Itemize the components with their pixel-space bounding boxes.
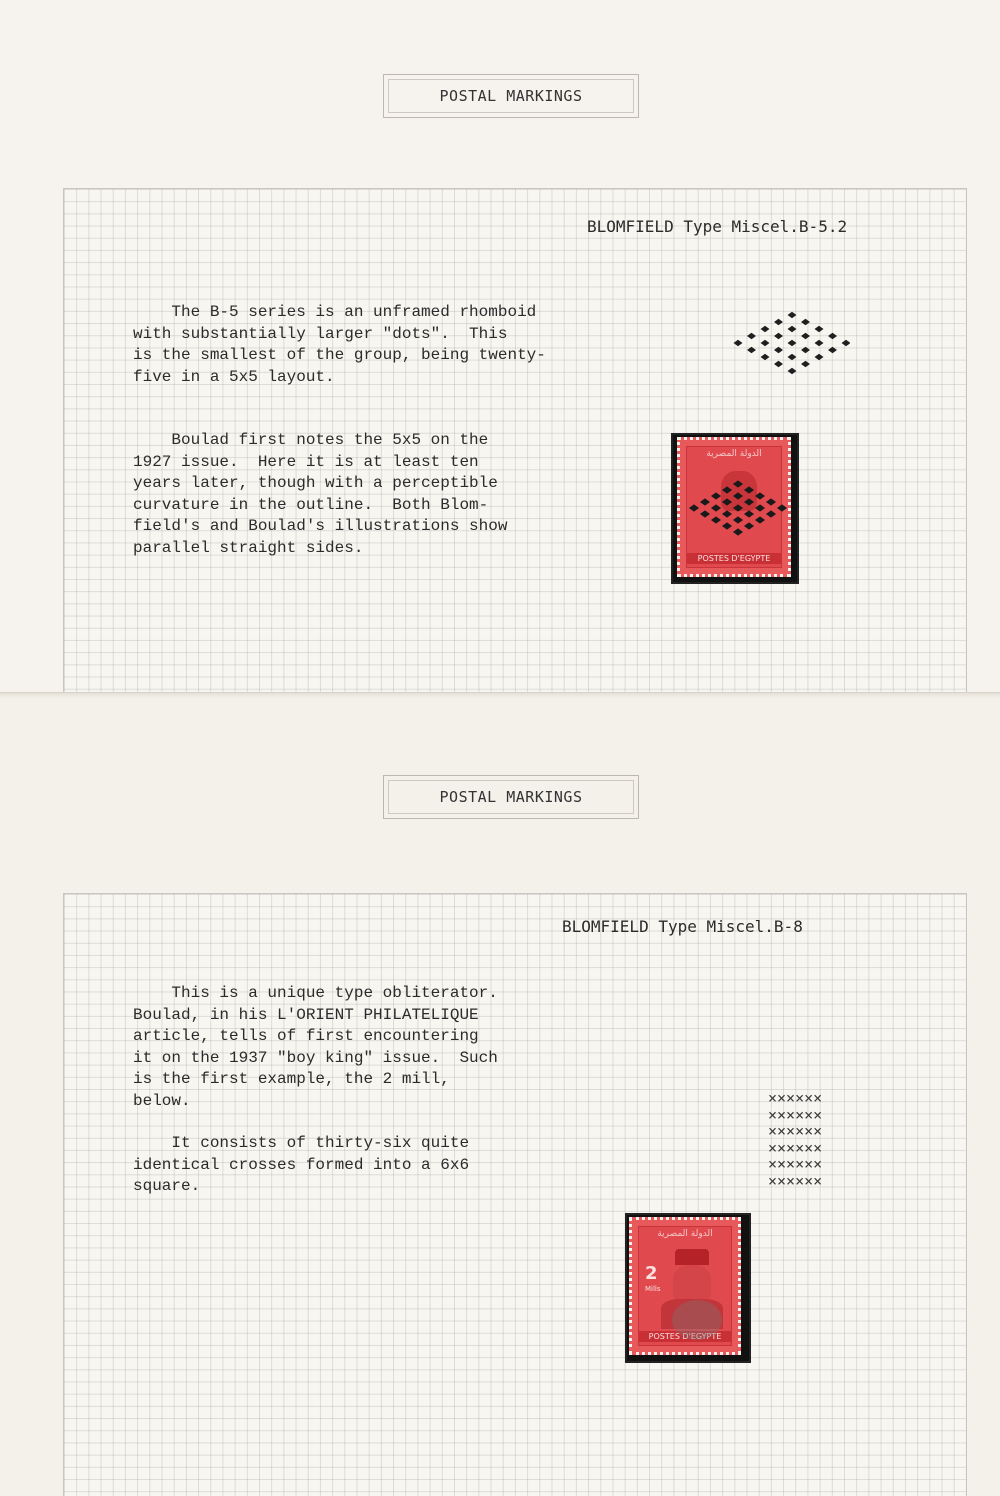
description-paragraph-1: This is a unique type obliterator. Boulad, in his L'ORIENT PHILATELIQUE article, tells of first encountering it on the 1937 "boy king" issue. Such is the first example, the 2 mill, below. xyxy=(133,984,498,1110)
rhomboid-dot xyxy=(761,326,770,332)
stamp-value: 2 xyxy=(645,1263,658,1284)
album-page-top xyxy=(0,0,1000,692)
rhomboid-dot xyxy=(842,340,850,346)
rhomboid-dot xyxy=(801,361,810,367)
rhomboid-dot xyxy=(815,326,824,332)
rhomboid-dot xyxy=(828,347,837,353)
description-paragraph-2: Boulad first notes the 5x5 on the 1927 issue. Here it is at least ten years later, though with a perceptible curvature in the outline. Both Blom- field's and Boulad's illustrations show parallel straight sides. xyxy=(133,431,508,557)
rhomboid-dot xyxy=(711,504,721,511)
stamp-mount xyxy=(625,1213,751,1363)
stamp-country-text: POSTES D'EGYPTE xyxy=(687,553,781,564)
rhomboid-dot xyxy=(744,522,754,529)
description-paragraph-1: The B-5 series is an unframed rhomboid with substantially larger "dots". This is the smallest of the group, being twenty- five in a 5x5 layout. xyxy=(133,303,546,386)
rhomboid-dot xyxy=(744,510,754,517)
rhomboid-dot xyxy=(788,368,797,374)
rhomboid-dot xyxy=(801,319,810,325)
rhomboid-dot xyxy=(801,347,810,353)
rhomboid-dot xyxy=(815,354,824,360)
rhomboid-dot xyxy=(828,333,837,339)
rhomboid-dot xyxy=(722,486,732,493)
rhomboid-dot xyxy=(733,516,743,523)
rhomboid-dot xyxy=(755,516,765,523)
rhomboid-dot xyxy=(722,510,732,517)
rhomboid-dot xyxy=(777,504,787,511)
rhomboid-dot xyxy=(733,504,743,511)
rhomboid-dot xyxy=(747,347,756,353)
rhomboid-dot xyxy=(761,354,770,360)
page-heading: POSTAL MARKINGS xyxy=(439,788,583,806)
rhomboid-dot xyxy=(774,319,783,325)
stamp-country-text: POSTES D'EGYPTE xyxy=(639,1331,731,1342)
rhomboid-dot xyxy=(766,498,776,505)
rhomboid-dot xyxy=(788,354,797,360)
rhomboid-cancellation xyxy=(684,476,788,540)
rhomboid-dot xyxy=(774,333,783,339)
rhomboid-dot xyxy=(700,510,710,517)
stamp-fez xyxy=(675,1249,709,1265)
stamp-portrait xyxy=(673,1265,711,1301)
rhomboid-dot xyxy=(788,340,797,346)
rhomboid-dot xyxy=(774,361,783,367)
blomfield-type-label: BLOMFIELD Type Miscel.B-5.2 xyxy=(587,217,848,236)
rhomboid-dot xyxy=(711,492,721,499)
stamp-arabic-text: الدولة المصرية xyxy=(657,1229,713,1239)
rhomboid-dot xyxy=(788,312,797,318)
rhomboid-dot xyxy=(755,492,765,499)
rhomboid-dot xyxy=(801,333,810,339)
stamp-value-unit: Mills xyxy=(645,1285,661,1293)
blomfield-type-label: BLOMFIELD Type Miscel.B-8 xyxy=(562,917,803,936)
description-paragraph-2: It consists of thirty-six quite identical crosses formed into a 6x6 square. xyxy=(133,1134,470,1195)
rhomboid-dot xyxy=(788,326,797,332)
rhomboid-dot xyxy=(744,498,754,505)
rhomboid-dot xyxy=(774,347,783,353)
page-heading-box xyxy=(383,74,639,118)
rhomboid-dot xyxy=(747,333,756,339)
cross-cancellation-smudge xyxy=(672,1300,722,1340)
stamp-mount xyxy=(671,433,799,584)
rhomboid-dot xyxy=(711,516,721,523)
album-page-bottom xyxy=(0,692,1000,1496)
rhomboid-dot xyxy=(761,340,770,346)
rhomboid-dot xyxy=(722,522,732,529)
page-heading-box xyxy=(383,775,639,819)
rhomboid-dot xyxy=(744,486,754,493)
rhomboid-dot xyxy=(755,504,765,511)
crosses-6x6-illustration: ×××××× ×××××× ×××××× ×××××× ×××××× ×××××× xyxy=(768,1089,823,1190)
rhomboid-dot xyxy=(733,492,743,499)
rhomboid-dot xyxy=(766,510,776,517)
rhomboid-dot-illustration xyxy=(728,306,850,380)
rhomboid-dot xyxy=(722,498,732,505)
rhomboid-dot xyxy=(815,340,824,346)
page-heading: POSTAL MARKINGS xyxy=(439,87,583,105)
rhomboid-dot xyxy=(700,498,710,505)
postage-stamp xyxy=(629,1217,741,1355)
rhomboid-dot xyxy=(733,480,743,487)
postage-stamp xyxy=(677,437,791,577)
rhomboid-dot xyxy=(733,528,743,535)
rhomboid-dot xyxy=(689,504,699,511)
rhomboid-dot xyxy=(734,340,743,346)
stamp-arabic-text: الدولة المصرية xyxy=(706,449,762,459)
